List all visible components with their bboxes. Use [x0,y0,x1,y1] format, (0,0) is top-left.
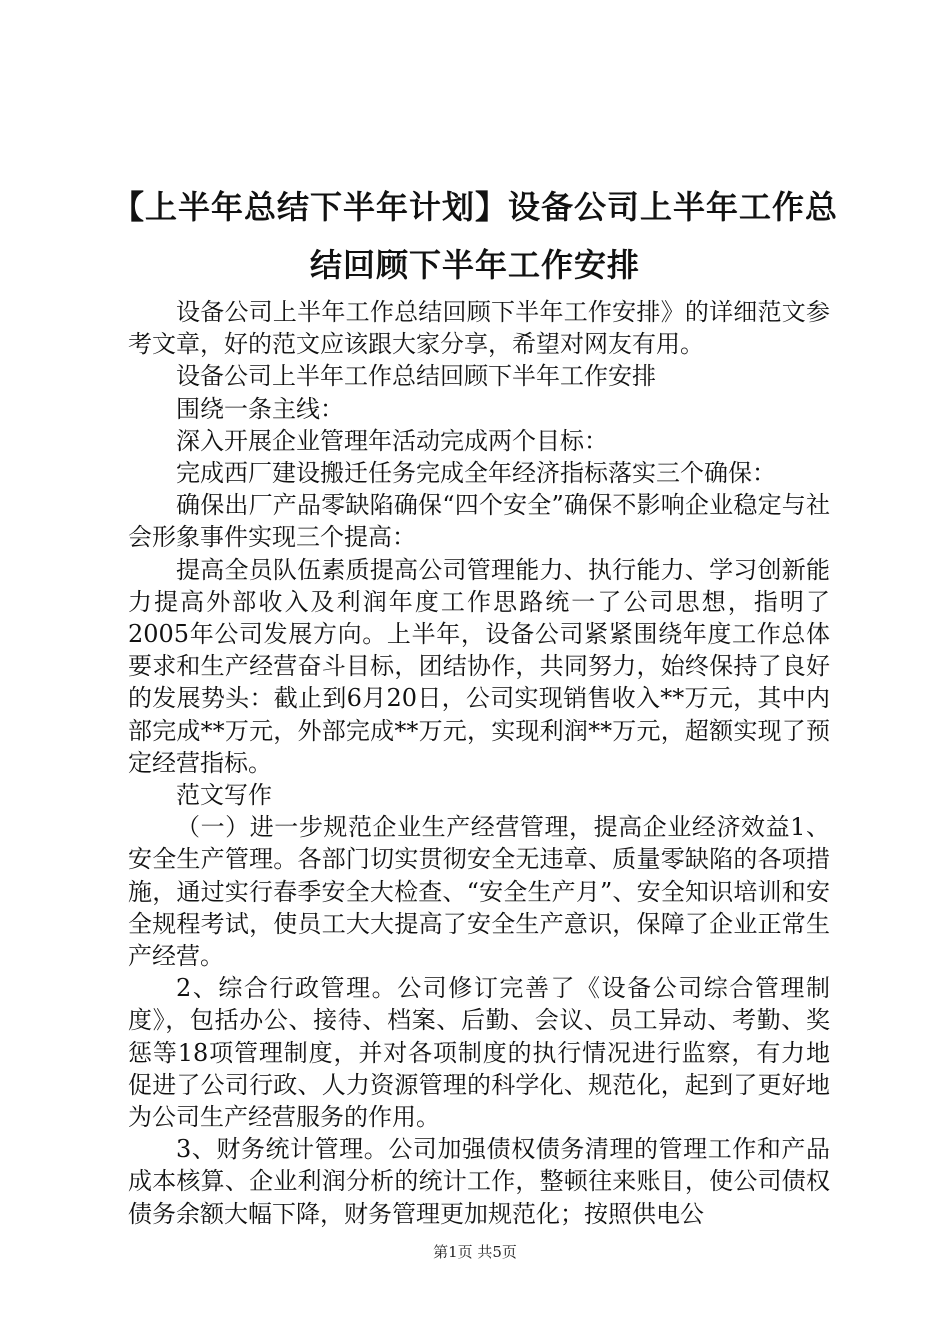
paragraph: 3、财务统计管理。公司加强债权债务清理的管理工作和产品成本核算、企业利润分析的统计工作，整顿往来账目，使公司债权债务余额大幅下降，财务管理更加规范化；按照供电公 [128,1135,830,1228]
paragraph: 设备公司上半年工作总结回顾下半年工作安排》的详细范文参考文章，好的范文应该跟大家分享，希望对网友有用。 [128,298,830,359]
paragraph: 完成西厂建设搬迁任务完成全年经济指标落实三个确保： [176,459,776,488]
paragraph: 2、综合行政管理。公司修订完善了《设备公司综合管理制度》，包括办公、接待、档案、后勤、会议、员工异动、考勤、奖惩等18项管理制度，并对各项制度的执行情况进行监察，有力地促进了公司行政、人力资源管理的科学化、规范化，起到了更好地为公司生产经营服务的作用。 [128,974,830,1132]
document-title: 【上半年总结下半年计划】设备公司上半年工作总结回顾下半年工作安排 [111,188,838,284]
paragraph: 范文写作 [176,781,272,810]
paragraph: 围绕一条主线： [176,394,344,423]
paragraph: 提高全员队伍素质提高公司管理能力、执行能力、学习创新能力提高外部收入及利润年度工作思路统一了公司思想，指明了2005年公司发展方向。上半年，设备公司紧紧围绕年度工作总体要求和生产经营奋斗目标，团结协作，共同努力，始终保持了良好的发展势头：截止到6月20日，公司实现销售收入**万元，其中内部完成**万元，外部完成**万元，实现利润**万元，超额实现了预定经营指标。 [128,555,830,777]
paragraph: 设备公司上半年工作总结回顾下半年工作安排 [176,362,656,391]
page-number-footer: 第1页 共5页 [433,1243,517,1261]
paragraph: 确保出厂产品零缺陷确保“四个安全”确保不影响企业稳定与社会形象事件实现三个提高： [128,491,830,552]
paragraph: （一）进一步规范企业生产经营管理，提高企业经济效益1、安全生产管理。各部门切实贯彻安全无违章、质量零缺陷的各项措施，通过实行春季安全大检查、“安全生产月”、安全知识培训和安全规程考试，使员工大大提高了安全生产意识，保障了企业正常生产经营。 [128,813,830,971]
document-body [128,296,830,1230]
paragraph: 深入开展企业管理年活动完成两个目标： [176,426,608,455]
